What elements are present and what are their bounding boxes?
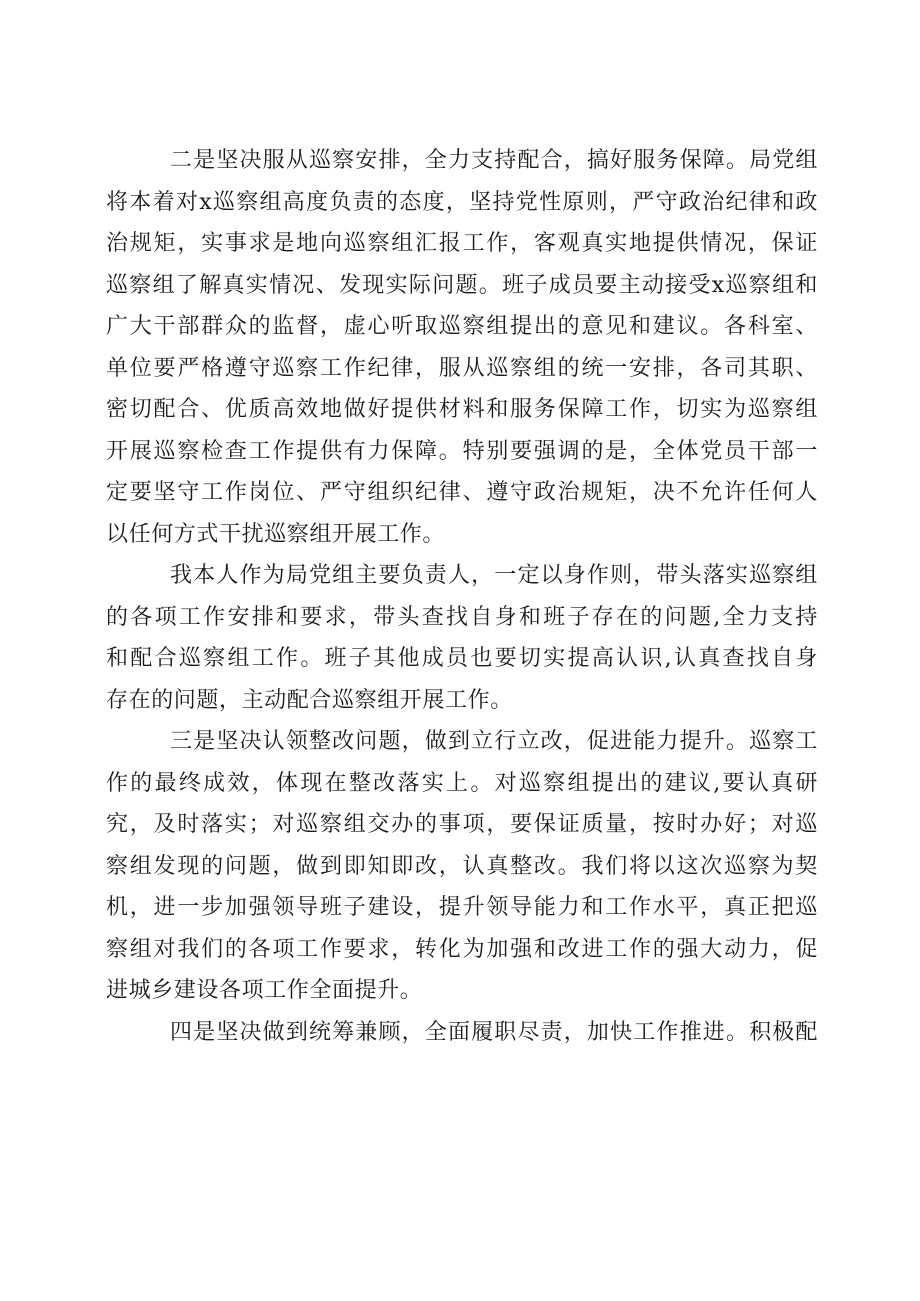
paragraph-line: 的各项工作安排和要求，带头查找自身和班子存在的问题,全力支持 [106, 604, 818, 630]
paragraph-line: 察组发现的问题，做到即知即改，认真整改。我们将以这次巡察为契 [106, 853, 818, 879]
paragraph-line: 作的最终成效，体现在整改落实上。对巡察组提出的建议,要认真研 [106, 770, 818, 796]
paragraph-line: 三是坚决认领整改问题，做到立行立改，促进能力提升。巡察工 [170, 729, 818, 754]
paragraph-line: 存在的问题，主动配合巡察组开展工作。 [106, 687, 513, 713]
paragraph-line: 单位要严格遵守巡察工作纪律，服从巡察组的统一安排，各司其职、 [106, 355, 818, 381]
paragraph-line: 和配合巡察组工作。班子其他成员也要切实提高认识,认真查找自身 [106, 646, 818, 671]
paragraph-personal-commitment [106, 555, 818, 721]
paragraph-line: 以任何方式干扰巡察组开展工作。 [106, 521, 446, 547]
paragraph-overall-planning [106, 1012, 818, 1054]
document-body [106, 140, 818, 1053]
paragraph-line: 广大干部群众的监督，虚心听取巡察组提出的意见和建议。各科室、 [106, 314, 818, 339]
paragraph-line: 进城乡建设各项工作全面提升。 [106, 978, 423, 1003]
paragraph-line: 二是坚决服从巡察安排，全力支持配合，搞好服务保障。局党组 [170, 148, 818, 173]
paragraph-line: 四是坚决做到统筹兼顾，全面履职尽责，加快工作推进。积极配 [170, 1019, 818, 1045]
paragraph-line: 机，进一步加强领导班子建设，提升领导能力和工作水平，真正把巡 [106, 895, 818, 920]
paragraph-inspection-arrangement [106, 140, 818, 555]
paragraph-line: 究，及时落实；对巡察组交办的事项，要保证质量，按时办好；对巡 [106, 812, 818, 837]
paragraph-line: 察组对我们的各项工作要求，转化为加强和改进工作的强大动力，促 [106, 936, 818, 962]
paragraph-line: 密切配合、优质高效地做好提供材料和服务保障工作，切实为巡察组 [106, 397, 818, 422]
paragraph-rectification [106, 721, 818, 1012]
paragraph-line: 我本人作为局党组主要负责人，一定以身作则，带头落实巡察组 [170, 563, 818, 588]
paragraph-line: 治规矩，实事求是地向巡察组汇报工作，客观真实地提供情况，保证 [106, 231, 818, 256]
paragraph-line: 将本着对x巡察组高度负责的态度，坚持党性原则，严守政治纪律和政 [106, 189, 818, 215]
paragraph-line: 开展巡察检查工作提供有力保障。特别要强调的是，全体党员干部一 [106, 438, 818, 464]
paragraph-line: 巡察组了解真实情况、发现实际问题。班子成员要主动接受x巡察组和 [106, 272, 818, 298]
paragraph-line: 定要坚守工作岗位、严守组织纪律、遵守政治规矩，决不允许任何人 [106, 480, 818, 505]
